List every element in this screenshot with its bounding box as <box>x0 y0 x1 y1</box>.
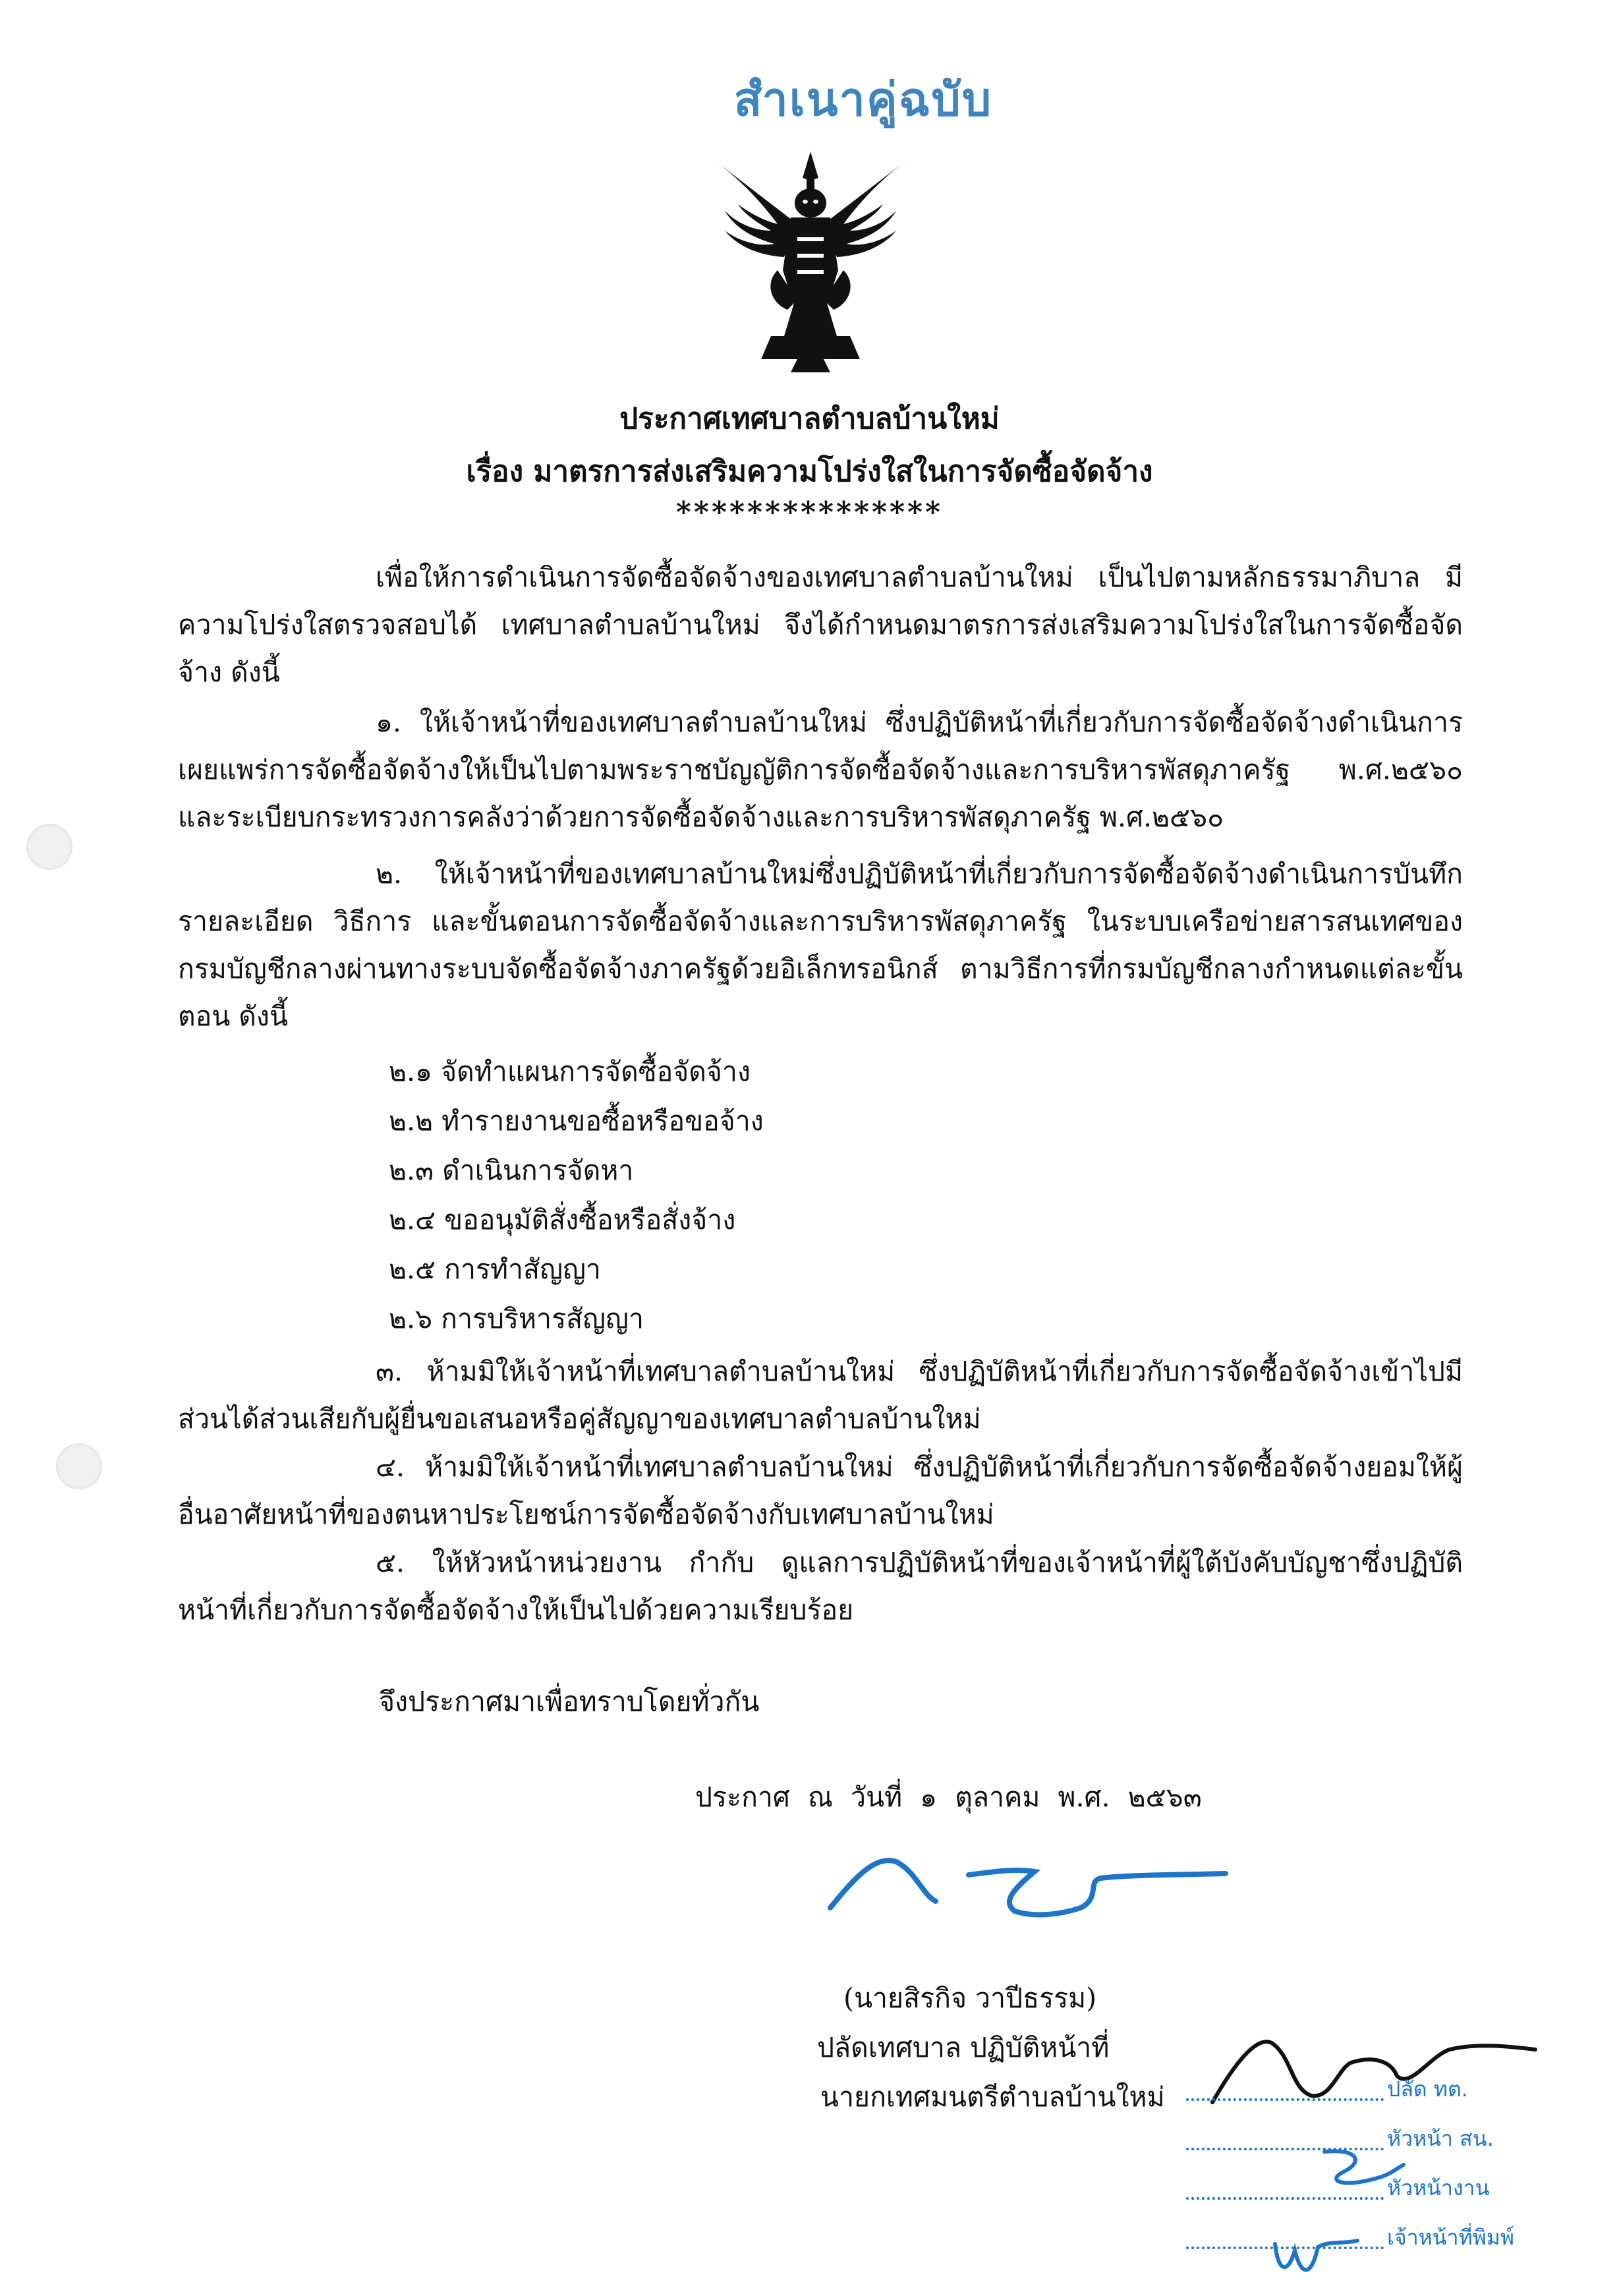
sub-item: ๒.๑ จัดทำแผนการจัดซื้อจัดจ้าง <box>389 1056 751 1087</box>
signature-mark <box>817 1835 1239 1934</box>
garuda-emblem-icon <box>698 138 923 376</box>
intro-paragraph: เพื่อให้การดำเนินการจัดซื้อจัดจ้างของเทศบาลตำบลบ้านใหม่ เป็นไปตามหลักธรรมาภิบาล มีความโปร่งใสตรวจสอบได้ เทศบาลตำบลบ้านใหม่ จึงได้กำหนดมาตรการส่งเสริมความโปร่งใสในการจัดซื้อจัดจ้าง ดังนี้ <box>178 561 1463 688</box>
routing-label: หัวหน้างาน <box>1387 2175 1490 2200</box>
routing-line <box>1186 2119 1555 2158</box>
signatory-role: นายกเทศมนตรีตำบลบ้านใหม่ <box>820 2081 1165 2113</box>
routing-line <box>1186 2069 1555 2109</box>
clause-3: ๓. ห้ามมิให้เจ้าหน้าที่เทศบาลตำบลบ้านใหม่ ซึ่งปฏิบัติหน้าที่เกี่ยวกับการจัดซื้อจัดจ้างเข้าไปมีส่วนได้ส่วนเสียกับผู้ยื่นขอเสนอหรือคู่สัญญาของเทศบาลตำบลบ้านใหม่ <box>178 1356 1463 1435</box>
announcement-date: ประกาศ ณ วันที่ ๑ ตุลาคม พ.ศ. ๒๕๖๓ <box>695 1781 1202 1813</box>
signatory-position: ปลัดเทศบาล ปฏิบัติหน้าที่ <box>817 2032 1110 2063</box>
clause-4: ๔. ห้ามมิให้เจ้าหน้าที่เทศบาลตำบลบ้านใหม่ ซึ่งปฏิบัติหน้าที่เกี่ยวกับการจัดซื้อจัดจ้างยอมให้ผู้อื่นอาศัยหน้าที่ของตนหาประโยชน์การจัดซื้อจัดจ้างกับเทศบาลบ้านใหม่ <box>178 1451 1463 1530</box>
clause-2: ๒. ให้เจ้าหน้าที่ของเทศบาลบ้านใหม่ซึ่งปฏิบัติหน้าที่เกี่ยวกับการจัดซื้อจัดจ้างดำเนินการบันทึกรายละเอียด วิธีการ และขั้นตอนการจัดซื้อจัดจ้างและการบริหารพัสดุภาครัฐ ในระบบเครือข่ายสารสนเทศของกรมบัญชีกลางผ่านทางระบบจัดซื้อจัดจ้างภาครัฐด้วยอิเล็กทรอนิกส์ ตามวิธีการที่กรมบัญชีกลางกำหนดแต่ละขั้นตอน ดังนี้ <box>178 858 1463 1032</box>
sub-item: ๒.๕ การทำสัญญา <box>389 1253 601 1285</box>
routing-line <box>1186 2218 1555 2257</box>
routing-label: เจ้าหน้าที่พิมพ์ <box>1387 2225 1514 2250</box>
copy-stamp: สำเนาคู่ฉบับ <box>733 72 993 127</box>
announcement-title: ประกาศเทศบาลตำบลบ้านใหม่ <box>619 402 1000 436</box>
sub-item: ๒.๖ การบริหารสัญญา <box>389 1303 644 1335</box>
clause-1: ๑. ให้เจ้าหน้าที่ของเทศบาลตำบลบ้านใหม่ ซึ่งปฏิบัติหน้าที่เกี่ยวกับการจัดซื้อจัดจ้างดำเนินการเผยแพร่การจัดซื้อจัดจ้างให้เป็นไปตามพระราชบัญญัติการจัดซื้อจัดจ้างและการบริหารพัสดุภาครัฐ พ.ศ.๒๕๖๐ และระเบียบกระทรวงการคลังว่าด้วยการจัดซื้อจัดจ้างและการบริหารพัสดุภาครัฐ พ.ศ.๒๕๖๐ <box>178 706 1463 833</box>
clause-5: ๕. ให้หัวหน้าหน่วยงาน กำกับ ดูแลการปฏิบัติหน้าที่ของเจ้าหน้าที่ผู้ใต้บังคับบัญชาซึ่งปฏิบัติหน้าที่เกี่ยวกับการจัดซื้อจัดจ้างให้เป็นไปด้วยความเรียบร้อย <box>178 1547 1463 1626</box>
closing-statement: จึงประกาศมาเพื่อทราบโดยทั่วกัน <box>379 1686 760 1717</box>
punch-hole <box>26 824 72 870</box>
signatory-name: (นายสิรกิจ วาปีธรรม) <box>843 1982 1097 2014</box>
sub-item: ๒.๒ ทำรายงานขอซื้อหรือขอจ้าง <box>389 1105 764 1137</box>
routing-label: หัวหน้า สน. <box>1387 2126 1494 2151</box>
announcement-subject: เรื่อง มาตรการส่งเสริมความโปร่งใสในการจัดซื้อจัดจ้าง <box>466 455 1153 488</box>
title-divider: *************** <box>675 496 944 529</box>
routing-label: ปลัด ทต. <box>1387 2077 1468 2102</box>
sub-item: ๒.๓ ดำเนินการจัดหา <box>389 1155 634 1186</box>
punch-hole <box>56 1443 102 1489</box>
routing-line <box>1186 2168 1555 2208</box>
sub-item: ๒.๔ ขออนุมัติสั่งซื้อหรือสั่งจ้าง <box>389 1204 736 1236</box>
